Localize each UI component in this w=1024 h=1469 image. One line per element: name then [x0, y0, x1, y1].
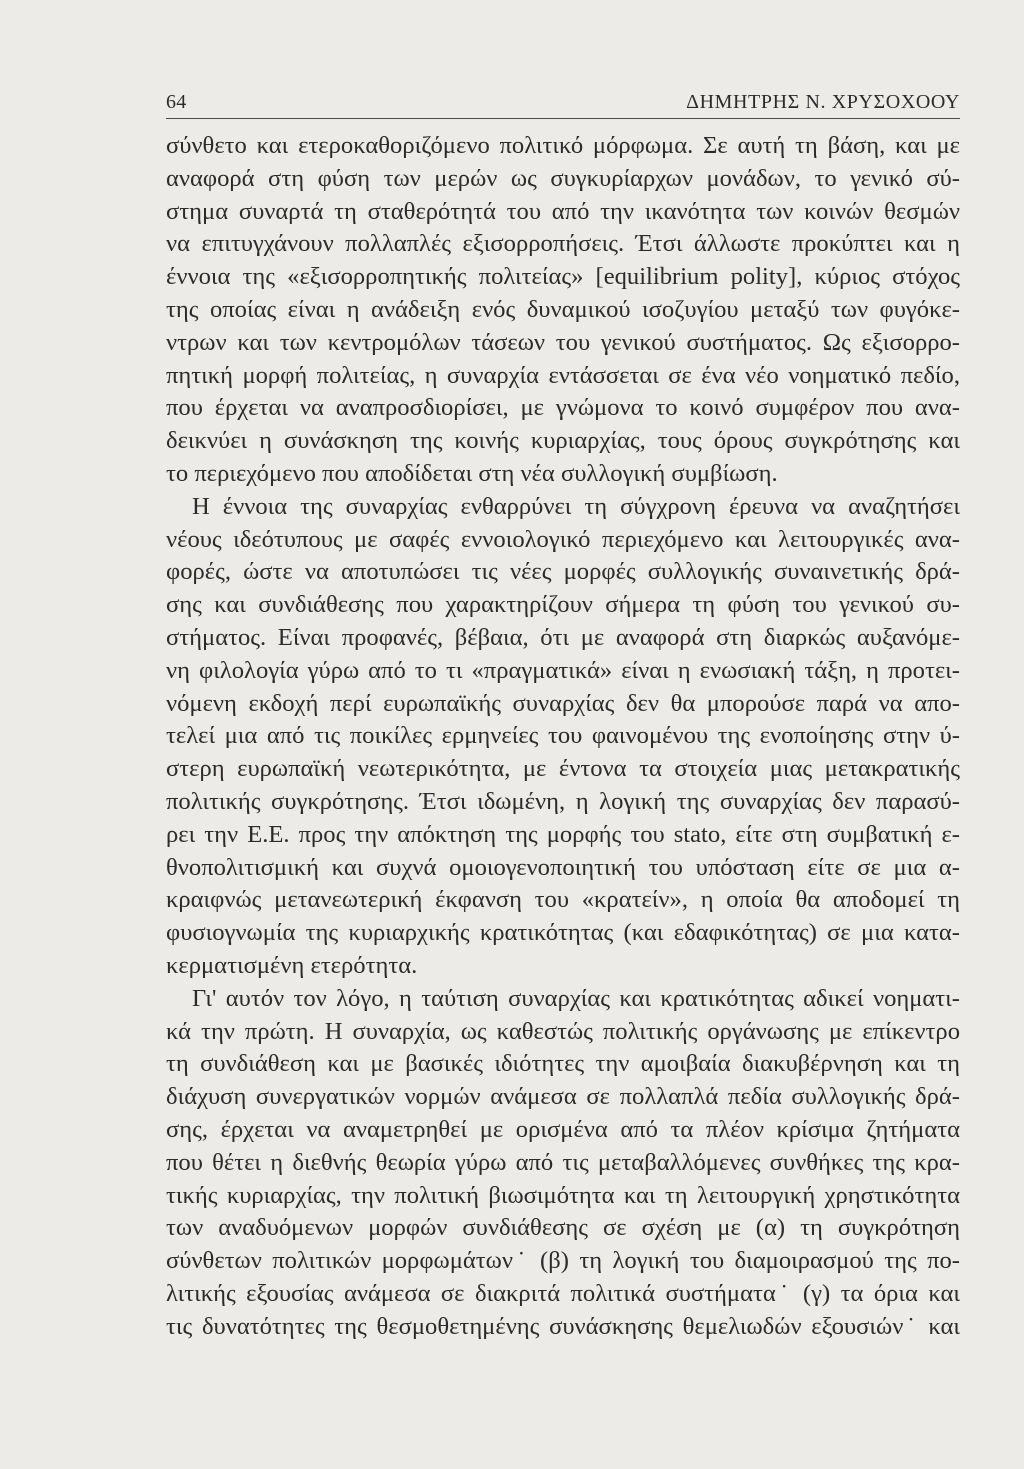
text-line: φυσιογνωμία της κυριαρχικής κρατικότητας (και εδαφικότητας) σε μια κατα-: [166, 919, 960, 947]
text-line: στημα συναρτά τη σταθερότητά του από την ικανότητα των κοινών θεσμών: [166, 197, 960, 225]
text-line: σης, έρχεται να αναμετρηθεί με ορισμένα από τα πλέον κρίσιμα ζητήματα: [166, 1115, 960, 1143]
text-line: τη συνδιάθεση και με βασικές ιδιότητες την αμοιβαία διακυβέρνηση και τη: [166, 1050, 960, 1078]
text-line: δεικνύει η συνάσκηση της κοινής κυριαρχίας, τους όρους συγκρότησης και: [166, 427, 960, 455]
text-line: νόμενη εκδοχή περί ευρωπαϊκής συναρχίας δεν θα μπορούσε παρά να απο-: [166, 689, 960, 717]
text-line: σης και συνδιάθεσης που χαρακτηρίζουν σήμερα τη φύση του γενικού συ-: [166, 591, 960, 619]
text-line: να επιτυγχάνουν πολλαπλές εξισορροπήσεις. Έτσι άλλωστε προκύπτει και η: [166, 230, 960, 258]
page-number: 64: [166, 91, 187, 113]
body-text: [166, 130, 960, 1343]
text-line: κά την πρώτη. Η συναρχία, ως καθεστώς πολιτικής οργάνωσης με επίκεντρο: [166, 1017, 960, 1045]
text-line: νέους ιδεότυπους με σαφές εννοιολογικό περιεχόμενο και λειτουργικές ανα-: [166, 525, 960, 553]
text-line: λιτικής εξουσίας ανάμεσα σε διακριτά πολιτικά συστήματα˙ (γ) τα όρια και: [166, 1279, 960, 1307]
text-line: ρει την Ε.Ε. προς την απόκτηση της μορφής του stato, είτε στη συμβατική ε-: [166, 820, 960, 848]
running-title: ΔΗΜΗΤΡΗΣ Ν. ΧΡΥΣΟΧΟΟΥ: [686, 91, 960, 113]
text-line: σύνθετων πολιτικών μορφωμάτων˙ (β) τη λογική του διαμοιρασμού της πο-: [166, 1247, 960, 1275]
paragraph: [166, 491, 960, 983]
text-line: νη φιλολογία γύρω από το τι «πραγματικά» είναι η ενωσιακή τάξη, η προτει-: [166, 656, 960, 684]
text-line: στερη ευρωπαϊκή νεωτερικότητα, με έντονα τα στοιχεία μιας μετακρατικής: [166, 755, 960, 783]
text-line: στήματος. Είναι προφανές, βέβαια, ότι με αναφορά στη διαρκώς αυξανόμε-: [166, 623, 960, 651]
text-line: κραιφνώς μετανεωτερική έκφανση του «κρατείν», η οποία θα αποδομεί τη: [166, 886, 960, 914]
text-line: των αναδυόμενων μορφών συνδιάθεσης σε σχέση με (α) τη συγκρότηση: [166, 1214, 960, 1242]
text-line: αναφορά στη φύση των μερών ως συγκυρίαρχων μονάδων, το γενικό σύ-: [166, 164, 960, 192]
paragraph: [166, 983, 960, 1344]
text-line: που έρχεται να αναπροσδιορίσει, με γνώμονα το κοινό συμφέρον που ανα-: [166, 394, 960, 422]
running-header: [166, 90, 960, 119]
text-line: ντρων και των κεντρομόλων τάσεων του γενικού συστήματος. Ως εξισορρο-: [166, 328, 960, 356]
text-line: πητική μορφή πολιτείας, η συναρχία εντάσσεται σε ένα νέο νοηματικό πεδίο,: [166, 361, 960, 389]
text-line: Η έννοια της συναρχίας ενθαρρύνει τη σύγχρονη έρευνα να αναζητήσει: [192, 492, 960, 520]
text-line: πολιτικής συγκρότησης. Έτσι ιδωμένη, η λογική της συναρχίας δεν παρασύ-: [166, 787, 960, 815]
paragraph: [166, 130, 960, 491]
text-line: το περιεχόμενο που αποδίδεται στη νέα συλλογική συμβίωση.: [166, 459, 778, 487]
text-line: τις δυνατότητες της θεσμοθετημένης συνάσκησης θεμελιωδών εξουσιών˙ και: [166, 1312, 960, 1340]
text-line: που θέτει η διεθνής θεωρία γύρω από τις μεταβαλλόμενες συνθήκες της κρα-: [166, 1148, 960, 1176]
text-line: κερματισμένη ετερότητα.: [166, 951, 418, 979]
text-line: τικής κυριαρχίας, την πολιτική βιωσιμότητα και τη λειτουργική χρηστικότητα: [166, 1181, 960, 1209]
text-line: θνοπολιτισμική και συχνά ομοιογενοποιητική του υπόσταση είτε σε μια α-: [166, 853, 960, 881]
text-line: σύνθετο και ετεροκαθοριζόμενο πολιτικό μόρφωμα. Σε αυτή τη βάση, και με: [166, 132, 960, 159]
text-line: τελεί μια από τις ποικίλες ερμηνείες του φαινομένου της ενοποίησης στην ύ-: [166, 722, 960, 750]
text-line: της οποίας είναι η ανάδειξη ενός δυναμικού ισοζυγίου μεταξύ των φυγόκε-: [166, 295, 960, 323]
text-line: Γι' αυτόν τον λόγο, η ταύτιση συναρχίας και κρατικότητας αδικεί νοηματι-: [192, 984, 960, 1012]
text-line: έννοια της «εξισορροπητικής πολιτείας» [equilibrium polity], κύριος στόχος: [166, 263, 960, 291]
text-line: διάχυση συνεργατικών νορμών ανάμεσα σε πολλαπλά πεδία συλλογικής δρά-: [166, 1083, 960, 1111]
text-line: φορές, ώστε να αποτυπώσει τις νέες μορφές συλλογικής συναινετικής δρά-: [166, 558, 960, 586]
